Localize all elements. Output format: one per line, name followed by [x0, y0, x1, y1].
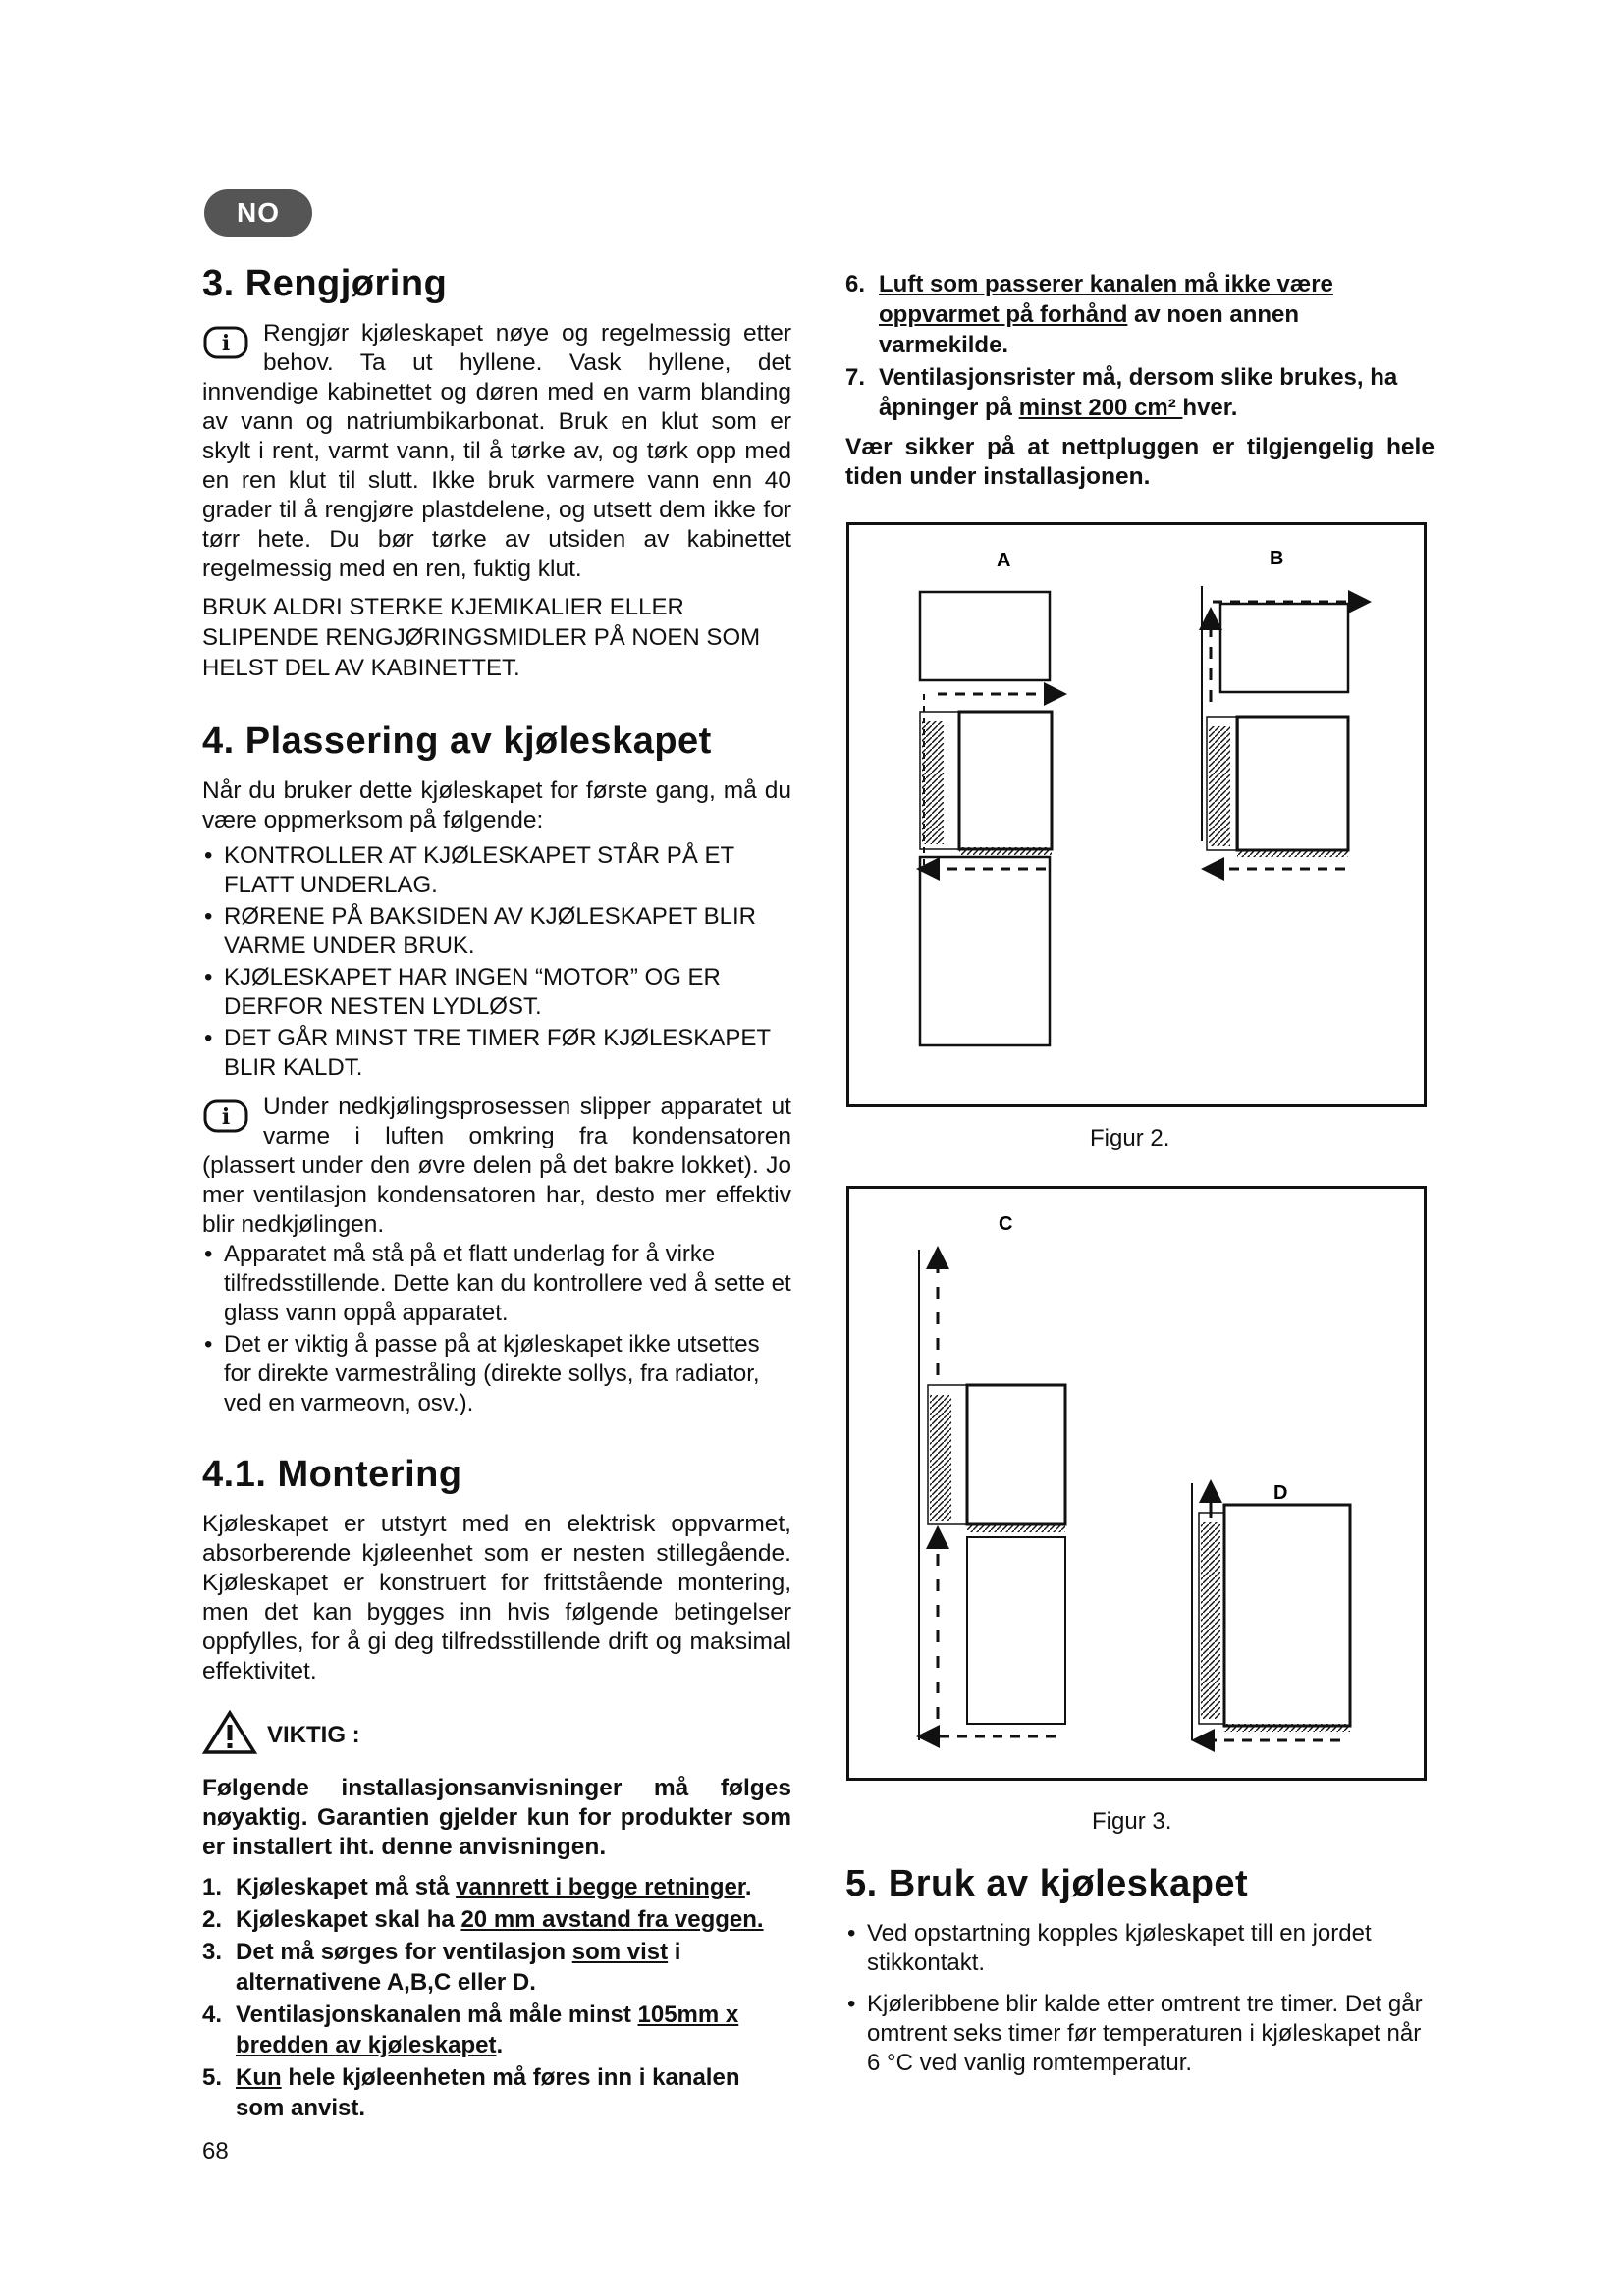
viktig-row [202, 1710, 791, 1760]
list-item: • KONTROLLER AT KJØLESKAPET STÅR PÅ ET FLATT UNDERLAG. [202, 841, 791, 900]
placement-caps-list [202, 841, 791, 1083]
page-number: 68 [202, 2138, 229, 2164]
section-5 [845, 1863, 1435, 2080]
cabinet-c [918, 1250, 1065, 1740]
cleaning-info-block [202, 319, 791, 584]
figure-2-diagram [849, 525, 1424, 1104]
figure-3-caption: Figur 3. [1092, 1808, 1172, 1835]
section-5-title: 5. Bruk av kjøleskapet [845, 1863, 1249, 1904]
language-badge: NO [204, 189, 312, 237]
list-item: • KJØLESKAPET HAR INGEN “MOTOR” OG ER DERFOR NESTEN LYDLØST. [202, 963, 791, 1022]
list-item: • RØRENE PÅ BAKSIDEN AV KJØLESKAPET BLIR VARME UNDER BRUK. [202, 902, 791, 961]
svg-text:i: i [221, 331, 231, 356]
figure-3-label-d: D [1273, 1482, 1288, 1504]
cleaning-warning-caps: BRUK ALDRI STERKE KJEMIKALIER ELLER SLIPENDE RENGJØRINGSMIDLER PÅ NOEN SOM HELST DEL AV KABINETTET. [202, 594, 761, 681]
figure-2-label-b: B [1270, 548, 1284, 569]
list-item: • Det er viktig å passe på at kjøleskapet ikke utsettes for direkte varmestråling (direkte sollys, fra radiator, ved en varmeovn, osv.). [202, 1330, 791, 1418]
list-item: 6. Luft som passerer kanalen må ikke være oppvarmet på forhånd av noen annen varmekilde. [845, 271, 1333, 358]
placement-bullets [202, 1240, 791, 1418]
list-item: 5. Kun hele kjøleenheten må føres inn i kanalen som anvist. [202, 2064, 740, 2121]
list-item: 4. Ventilasjonskanalen må måle minst 105mm x bredden av kjøleskapet. [202, 2002, 739, 2058]
figure-2-label-a: A [997, 550, 1011, 571]
info-icon [202, 1098, 249, 1134]
figure-3-frame [846, 1186, 1427, 1781]
installation-steps [202, 1872, 791, 2123]
cleaning-paragraph: Rengjør kjøleskapet nøye og regelmessig etter behov. Ta ut hyllene. Vask hyllene, det innvendige kabinettet og døren med en varm blanding av vann og natriumbikarbonat. Bruk en klut som er skylt i rent, varmt vann, til å tørke av, og tørk opp med en ren klut til slutt. Ikke bruk varmere vann enn 40 grader til å rengjøre plastdelene, og utsett dem ikke for tørr hete. Du bør tørke av utsiden av kabinettet regelmessig med en ren, fuktig klut. [202, 320, 791, 582]
cooling-paragraph: Under nedkjølingsprosessen slipper apparatet ut varme i luften omkring fra kondensatoren (plassert under den øvre delen på det bakre lokket). Jo mer ventilasjon kondensatoren har, desto mer effektiv blir nedkjølingen. [202, 1094, 791, 1238]
list-item: • Apparatet må stå på et flatt underlag for å virke tilfredsstillende. Dette kan du kontrollere ved å sette et glass vann oppå apparatet. [202, 1240, 791, 1328]
cooling-info-block [202, 1093, 791, 1240]
section-4-title: 4. Plassering av kjøleskapet [202, 721, 712, 762]
list-item: 3. Det må sørges for ventilasjon som vist i alternativene A,B,C eller D. [202, 1939, 681, 1996]
svg-text:i: i [221, 1104, 231, 1130]
usage-bullets [845, 1919, 1435, 2078]
figure-3-diagram [849, 1189, 1424, 1778]
right-column [845, 263, 1435, 492]
list-item: 7. Ventilasjonsrister må, dersom slike brukes, ha åpninger på minst 200 cm² hver. [845, 364, 1398, 421]
figure-3-label-c: C [999, 1213, 1013, 1235]
cabinet-d [1191, 1483, 1350, 1740]
list-item: 1. Kjøleskapet må stå vannrett i begge retninger. [202, 1874, 752, 1900]
list-item: 2. Kjøleskapet skal ha 20 mm avstand fra veggen. [202, 1906, 764, 1933]
cabinet-a [920, 592, 1056, 1045]
list-item: • Ved opstartning kopples kjøleskapet till en jordet stikkontakt. [845, 1919, 1435, 1978]
figure-2-frame [846, 522, 1427, 1107]
section-4-1-title: 4.1. Montering [202, 1454, 462, 1495]
mounting-paragraph: Kjøleskapet er utstyrt med en elektrisk oppvarmet, absorberende kjøleenhet som er nesten stillegående. Kjøleskapet er konstruert for frittstående montering, men det kan bygges inn hvis følgende betingelser oppfylles, for å gi deg tilfredsstillende drift og maksimal effektivitet. [202, 1511, 791, 1684]
list-item: • DET GÅR MINST TRE TIMER FØR KJØLESKAPET BLIR KALDT. [202, 1024, 791, 1083]
cabinet-b [1201, 586, 1360, 869]
section-3-title: 3. Rengjøring [202, 263, 448, 304]
viktig-label: VIKTIG : [267, 1721, 360, 1748]
placement-intro: Når du bruker dette kjøleskapet for første gang, må du være oppmerksom på følgende: [202, 777, 791, 833]
list-item: • Kjøleribbene blir kalde etter omtrent tre timer. Det går omtrent seks timer før temperaturen i kjøleskapet når 6 °C ved vanlig romtemperatur. [845, 1990, 1435, 2078]
left-column [202, 263, 791, 2125]
info-icon [202, 325, 249, 360]
installation-steps-continued [845, 269, 1435, 423]
power-plug-note: Vær sikker på at nettpluggen er tilgjengelig hele tiden under installasjonen. [845, 434, 1435, 490]
warning-triangle-icon [202, 1710, 257, 1760]
figure-2-caption: Figur 2. [1090, 1125, 1170, 1151]
viktig-text: Følgende installasjonsanvisninger må følges nøyaktig. Garantien gjelder kun for produkter som er installert iht. denne anvisningen. [202, 1775, 791, 1860]
